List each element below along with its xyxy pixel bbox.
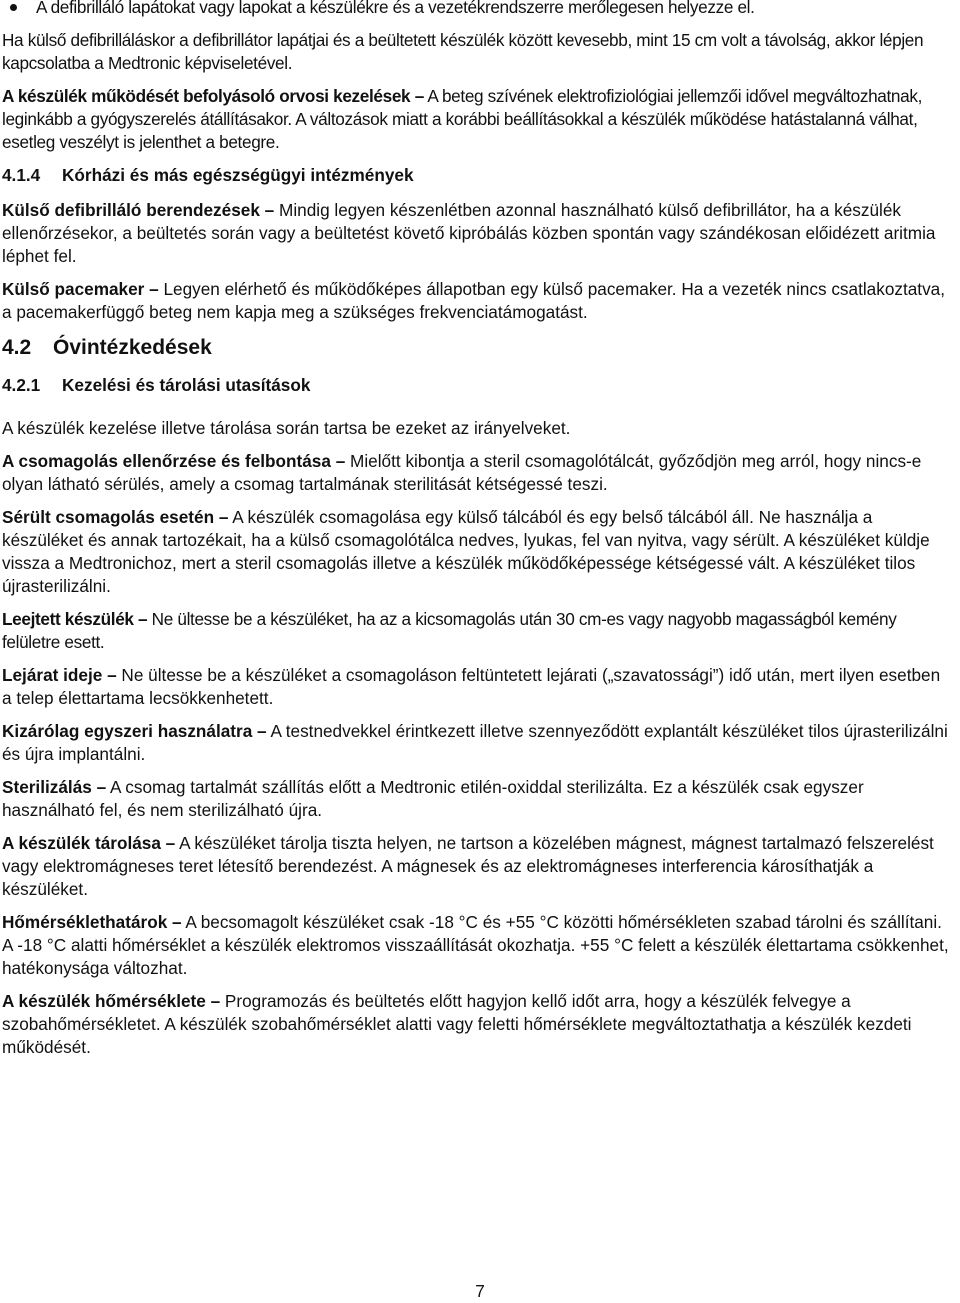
paragraph-lead: Sterilizálás – bbox=[2, 777, 107, 797]
paragraph-text: A becsomagolt készüléket csak -18 °C és +55 °C közötti hőmérsékleten szabad tárolni és szállítani. A -18 °C alatti hőmérséklet a készülék elektromos visszaállítását okozhatja. +55 °C felett a készülék élettartama csökkenhet, hatékonysága változhat. bbox=[2, 912, 949, 978]
paragraph bbox=[2, 608, 952, 654]
paragraph-lead: A készülék tárolása – bbox=[2, 833, 176, 853]
page-number: 7 bbox=[475, 1281, 485, 1301]
paragraph-text: A készülék csomagolása egy külső tálcából és egy belső tálcából áll. Ne használja a készüléket és annak tartozékait, ha a külső csomagolótálca nedves, lyukas, fel van nyitva, vagy sérült. A készüléket küldje vissza a Medtronichoz, mert a steril csomagolás illetve a készülék működőképessége kétségessé vált. A készüléket tilos újrasterilizálni. bbox=[2, 507, 930, 596]
section-number: 4.2.1 bbox=[2, 375, 41, 395]
paragraph-text: A testnedvekkel érintkezett illetve szennyeződött explantált készüléket tilos újrasterilizálni és újra implantálni. bbox=[2, 721, 948, 764]
paragraph-text: Legyen elérhető és működőképes állapotban egy külső pacemaker. Ha a vezeték nincs csatlakoztatva, a pacemakerfüggő beteg nem kapja meg a szükséges frekvenciatámogatást. bbox=[2, 279, 946, 322]
section-number: 4.2 bbox=[2, 336, 32, 359]
paragraph bbox=[2, 278, 952, 324]
paragraph bbox=[2, 990, 952, 1059]
paragraph bbox=[2, 199, 952, 268]
paragraph-lead: Sérült csomagolás esetén – bbox=[2, 507, 229, 527]
paragraph bbox=[2, 450, 952, 496]
paragraph-lead: Hőmérséklethatárok – bbox=[2, 912, 182, 932]
paragraph-text: A készüléket tárolja tiszta helyen, ne tartson a közelében mágnest, mágnest tartalmazó felszerelést vagy elektromágneses teret létesítő berendezést. A mágnesek és az elektromágneses interferencia károsíthatják a készüléket. bbox=[2, 833, 934, 899]
paragraph-text: Ne ültesse be a készüléket, ha az a kicsomagolás után 30 cm-es vagy nagyobb magasságból kemény felületre esett. bbox=[2, 609, 897, 652]
paragraph bbox=[2, 417, 952, 440]
paragraph bbox=[2, 664, 952, 710]
paragraph bbox=[2, 29, 952, 75]
section-heading bbox=[2, 374, 952, 397]
paragraph-text: Mindig legyen készenlétben azonnal használható külső defibrillátor, ha a készülék ellenőrzésekor, a beültetés során vagy a beültetést követő kipróbálás közben spontán vagy szándékosan előidézett aritmia léphet fel. bbox=[2, 200, 936, 266]
section-heading bbox=[2, 164, 952, 187]
paragraph bbox=[2, 832, 952, 901]
page-content bbox=[2, 0, 952, 1069]
section-title: Kórházi és más egészségügyi intézmények bbox=[62, 165, 414, 185]
paragraph-lead: Lejárat ideje – bbox=[2, 665, 117, 685]
bullet-dot-icon bbox=[10, 4, 17, 11]
paragraph-lead: Külső defibrilláló berendezések – bbox=[2, 200, 275, 220]
paragraph-text: A készülék kezelése illetve tárolása során tartsa be ezeket az irányelveket. bbox=[2, 418, 571, 438]
paragraph bbox=[2, 85, 952, 154]
paragraph-lead: Leejtett készülék – bbox=[2, 609, 148, 629]
paragraph-text: Mielőtt kibontja a steril csomagolótálcát, győződjön meg arról, hogy nincs-e olyan látható sérülés, amely a csomag tartalmának sterilitását kétségessé teszi. bbox=[2, 451, 922, 494]
bullet-text: A defibrilláló lapátokat vagy lapokat a készülékre és a vezetékrendszerre merőlegesen helyezze el. bbox=[36, 0, 755, 17]
paragraph-text: Ne ültesse be a készüléket a csomagoláson feltüntetett lejárati („szavatossági”) idő után, mert ilyen esetben a telep élettartama lecsökkenhetett. bbox=[2, 665, 941, 708]
paragraph-text: A csomag tartalmát szállítás előtt a Medtronic etilén-oxiddal sterilizálta. Ez a készülék csak egyszer használható fel, és nem sterilizálható újra. bbox=[2, 777, 864, 820]
paragraph-lead: Külső pacemaker – bbox=[2, 279, 159, 299]
paragraph-lead: A készülék működését befolyásoló orvosi kezelések – bbox=[2, 86, 424, 106]
paragraph-text: Programozás és beültetés előtt hagyjon kellő időt arra, hogy a készülék felvegye a szobahőmérsékletet. A készülék szobahőmérséklet alatti vagy feletti hőmérséklete megváltoztathatja a készülék kezdeti működését. bbox=[2, 991, 912, 1057]
paragraph bbox=[2, 720, 952, 766]
paragraph bbox=[2, 506, 952, 598]
bullet-item bbox=[2, 0, 952, 19]
section-title: Kezelési és tárolási utasítások bbox=[62, 375, 311, 395]
paragraph-lead: Kizárólag egyszeri használatra – bbox=[2, 721, 267, 741]
paragraph-lead: A csomagolás ellenőrzése és felbontása – bbox=[2, 451, 346, 471]
paragraph-text: Ha külső defibrilláláskor a defibrillátor lapátjai és a beültetett készülék között kevesebb, mint 15 cm volt a távolság, akkor lépjen kapcsolatba a Medtronic képviseletével. bbox=[2, 30, 924, 73]
section-heading-main bbox=[2, 334, 952, 362]
section-number: 4.1.4 bbox=[2, 165, 41, 185]
paragraph bbox=[2, 776, 952, 822]
paragraph-lead: A készülék hőmérséklete – bbox=[2, 991, 221, 1011]
paragraph bbox=[2, 911, 952, 980]
paragraph-text: A beteg szívének elektrofiziológiai jellemzői idővel megváltozhatnak, leginkább a gyógyszerelés átállításakor. A változások miatt a korábbi beállításokkal a készülék működése hatástalanná válhat, esetleg veszélyt is jelenthet a betegre. bbox=[2, 86, 923, 152]
section-title: Óvintézkedések bbox=[53, 336, 212, 359]
